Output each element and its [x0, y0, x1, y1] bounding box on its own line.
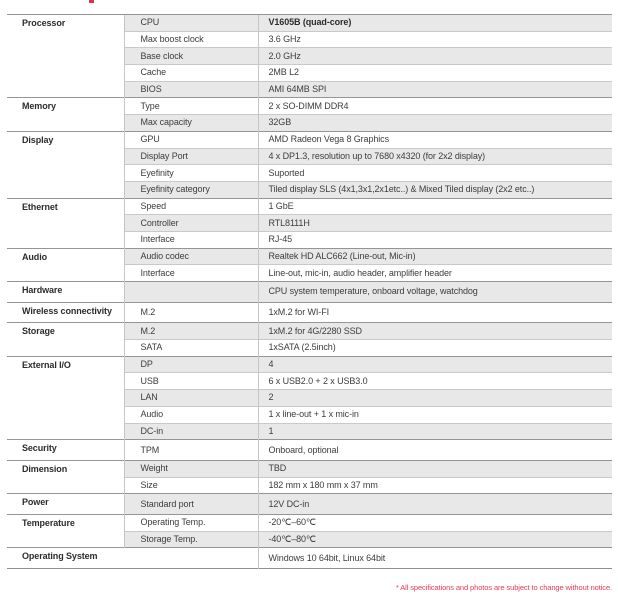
spec-attribute-cell: Size: [124, 477, 258, 494]
spec-value-cell: -40℃–80℃: [258, 531, 612, 548]
spec-attribute-cell: CPU: [124, 15, 258, 32]
spec-attribute-cell: Weight: [124, 460, 258, 477]
spec-category-cell: Display: [7, 131, 124, 198]
spec-attribute-cell: Eyefinity: [124, 165, 258, 182]
spec-attribute-cell: Cache: [124, 65, 258, 82]
footnote: * All specifications and photos are subject to change without notice.: [395, 583, 612, 592]
spec-value-cell: V1605B (quad-core): [258, 15, 612, 32]
spec-row: [7, 460, 612, 477]
spec-value-cell: Onboard, optional: [258, 440, 612, 461]
spec-category-cell: Hardware: [7, 282, 124, 303]
spec-value-cell: 1 GbE: [258, 198, 612, 215]
spec-value-cell: 2.0 GHz: [258, 48, 612, 65]
spec-row: [7, 548, 612, 569]
spec-category-cell: Memory: [7, 98, 124, 131]
spec-value-cell: 2 x SO-DIMM DDR4: [258, 98, 612, 115]
spec-attribute-cell: Base clock: [124, 48, 258, 65]
spec-row: [7, 131, 612, 148]
spec-row: [7, 15, 612, 32]
spec-value-cell: CPU system temperature, onboard voltage, watchdog: [258, 282, 612, 303]
spec-attribute-cell: Type: [124, 98, 258, 115]
spec-value-cell: 6 x USB2.0 + 2 x USB3.0: [258, 373, 612, 390]
spec-attribute-cell: TPM: [124, 440, 258, 461]
spec-category-cell: Wireless connectivity: [7, 302, 124, 323]
spec-attribute-cell: Max boost clock: [124, 31, 258, 48]
cropped-title-fragment: [89, 0, 94, 3]
spec-category-cell: Security: [7, 440, 124, 461]
spec-attribute-cell: Standard port: [124, 494, 258, 515]
spec-value-cell: 2: [258, 390, 612, 407]
spec-value-cell: 12V DC-in: [258, 494, 612, 515]
spec-category-cell: External I/O: [7, 356, 124, 439]
spec-value-cell: AMD Radeon Vega 8 Graphics: [258, 131, 612, 148]
spec-row: [7, 282, 612, 303]
spec-value-cell: Realtek HD ALC662 (Line-out, Mic-in): [258, 248, 612, 265]
spec-value-cell: RTL8111H: [258, 215, 612, 232]
spec-row: [7, 302, 612, 323]
spec-attribute-cell: DP: [124, 356, 258, 373]
spec-category-cell: Ethernet: [7, 198, 124, 248]
spec-attribute-cell: GPU: [124, 131, 258, 148]
spec-attribute-cell: Max capacity: [124, 115, 258, 132]
spec-value-cell: 1xM.2 for 4G/2280 SSD: [258, 323, 612, 340]
spec-category-cell: Dimension: [7, 460, 124, 493]
spec-value-cell: 1: [258, 423, 612, 440]
spec-attribute-cell: Storage Temp.: [124, 531, 258, 548]
spec-attribute-cell: Operating Temp.: [124, 514, 258, 531]
spec-attribute-cell: LAN: [124, 390, 258, 407]
spec-row: [7, 98, 612, 115]
spec-attribute-cell: USB: [124, 373, 258, 390]
spec-value-cell: 1xSATA (2.5inch): [258, 340, 612, 357]
spec-attribute-cell: SATA: [124, 340, 258, 357]
spec-table-body: [7, 15, 612, 569]
spec-value-cell: 1 x line-out + 1 x mic-in: [258, 406, 612, 423]
spec-value-cell: -20℃–60℃: [258, 514, 612, 531]
spec-attribute-cell: Interface: [124, 265, 258, 282]
spec-row: [7, 198, 612, 215]
spec-attribute-cell: BIOS: [124, 81, 258, 98]
spec-category-cell: Power: [7, 494, 124, 515]
spec-category-cell: Processor: [7, 15, 124, 98]
spec-row: [7, 494, 612, 515]
spec-attribute-cell: Audio: [124, 406, 258, 423]
spec-value-cell: 3.6 GHz: [258, 31, 612, 48]
spec-value-cell: Tiled display SLS (4x1,3x1,2x1etc..) & Mixed Tiled display (2x2 etc..): [258, 181, 612, 198]
spec-category-cell: Temperature: [7, 514, 124, 547]
spec-row: [7, 248, 612, 265]
spec-row: [7, 356, 612, 373]
spec-value-cell: TBD: [258, 460, 612, 477]
spec-value-cell: RJ-45: [258, 231, 612, 248]
spec-attribute-cell: M.2: [124, 323, 258, 340]
spec-value-cell: 32GB: [258, 115, 612, 132]
spec-category-cell: Operating System: [7, 548, 258, 569]
spec-value-cell: Suported: [258, 165, 612, 182]
spec-attribute-cell: M.2: [124, 302, 258, 323]
spec-attribute-cell: DC-in: [124, 423, 258, 440]
spec-row: [7, 514, 612, 531]
spec-attribute-cell: [124, 282, 258, 303]
spec-attribute-cell: Display Port: [124, 148, 258, 165]
spec-value-cell: Line-out, mic-in, audio header, amplifier header: [258, 265, 612, 282]
spec-value-cell: 1xM.2 for WI-FI: [258, 302, 612, 323]
spec-row: [7, 440, 612, 461]
spec-table: [7, 14, 612, 569]
spec-value-cell: 4 x DP1.3, resolution up to 7680 x4320 (for 2x2 display): [258, 148, 612, 165]
spec-value-cell: 182 mm x 180 mm x 37 mm: [258, 477, 612, 494]
spec-attribute-cell: Interface: [124, 231, 258, 248]
spec-attribute-cell: Eyefinity category: [124, 181, 258, 198]
spec-category-cell: Audio: [7, 248, 124, 281]
spec-attribute-cell: Controller: [124, 215, 258, 232]
spec-value-cell: 4: [258, 356, 612, 373]
spec-value-cell: AMI 64MB SPI: [258, 81, 612, 98]
spec-value-cell: Windows 10 64bit, Linux 64bit: [258, 548, 612, 569]
spec-value-cell: 2MB L2: [258, 65, 612, 82]
spec-row: [7, 323, 612, 340]
spec-attribute-cell: Speed: [124, 198, 258, 215]
spec-category-cell: Storage: [7, 323, 124, 356]
spec-attribute-cell: Audio codec: [124, 248, 258, 265]
